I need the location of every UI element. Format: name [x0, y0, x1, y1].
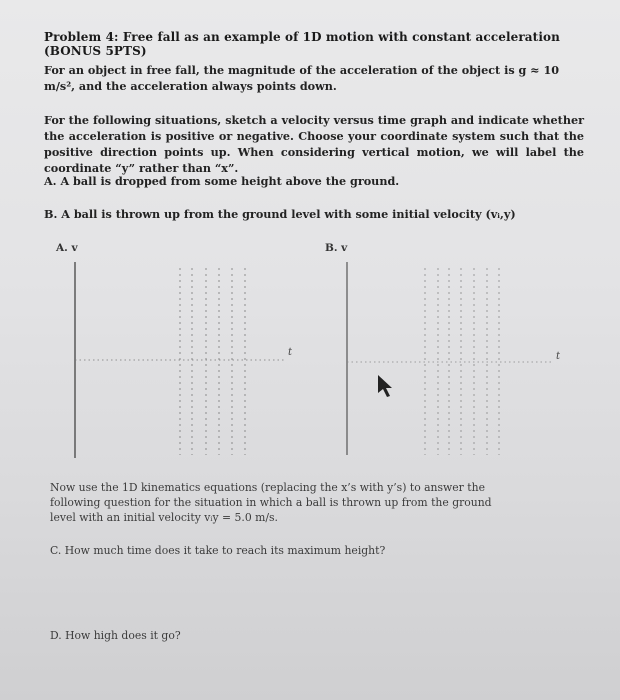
graph-a-label: A. v	[56, 242, 78, 254]
graph-b	[347, 262, 552, 455]
question-b: B. A ball is thrown up from the ground level with some initial velocity (vᵢ,y)	[44, 207, 516, 221]
mouse-cursor-icon	[378, 375, 392, 397]
graph-b-time-label: t	[556, 351, 561, 362]
question-a: A. A ball is dropped from some height above the ground.	[44, 174, 400, 188]
graph-a	[75, 262, 284, 458]
kinematics-prompt: Now use the 1D kinematics equations (replacing the x’s with y’s) to answer the following question for the situation in which a ball is thrown up from the ground level with an initial velocity vᵢy = 5.0 m/s.	[50, 481, 492, 524]
graph-b-label: B. v	[325, 242, 348, 254]
problem-heading: Problem 4: Free fall as an example of 1D motion with constant acceleration (BONUS 5PTS)	[44, 30, 560, 58]
graph-a-time-label: t	[288, 347, 293, 358]
question-d: D. How high does it go?	[50, 629, 181, 642]
question-c: C. How much time does it take to reach its maximum height?	[50, 544, 386, 557]
intro-paragraph: For an object in free fall, the magnitude of the acceleration of the object is g ≈ 10 m/s², and the acceleration always points down.	[44, 63, 560, 93]
instructions-paragraph: For the following situations, sketch a velocity versus time graph and indicate whether the acceleration is positive or negative. Choose your coordinate system such that the positive direction points up. When considering vertical motion, we will label the coordinate “y” rather than “x”.	[44, 113, 584, 175]
